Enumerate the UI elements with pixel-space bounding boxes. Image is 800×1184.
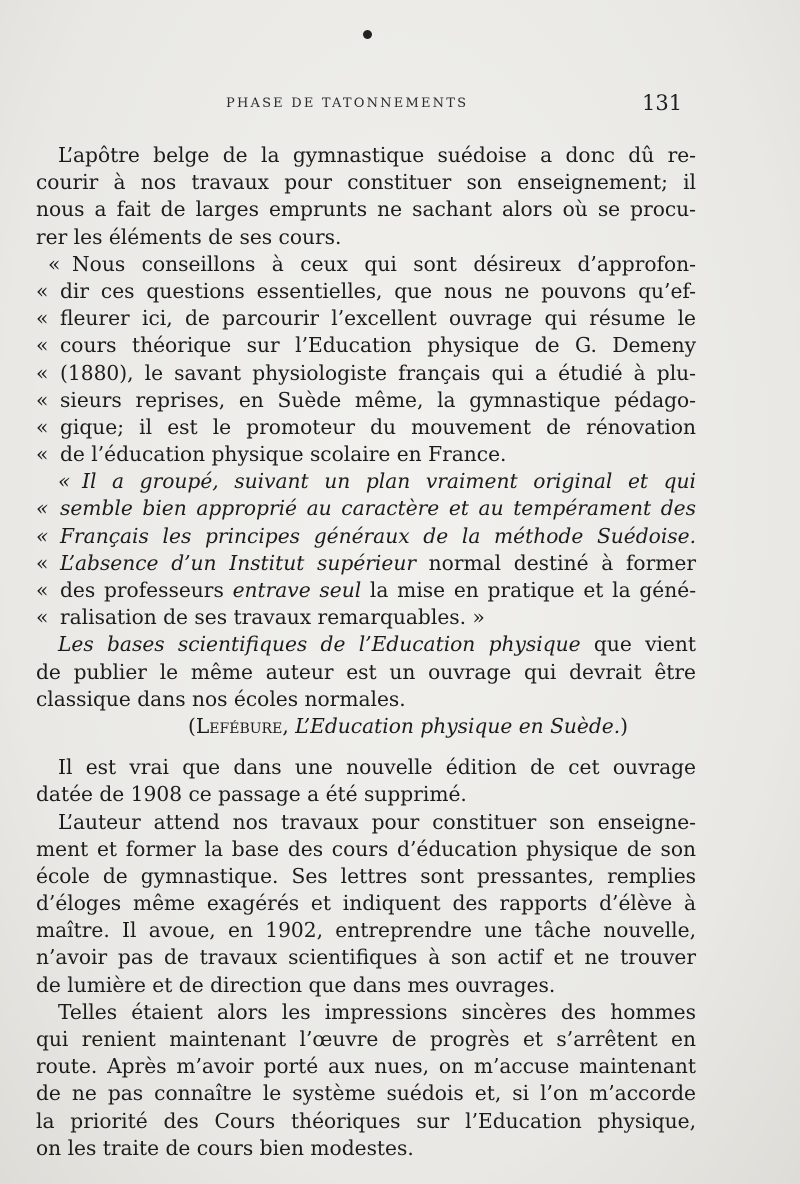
- quote-mark: «: [36, 278, 49, 303]
- quote-italic-text: L’absence d’un Institut supérieur: [60, 550, 416, 575]
- text-line: courir à nos travaux pour constituer son enseignement; il: [36, 170, 696, 195]
- quote-mark: «: [36, 360, 49, 385]
- text-line: ment et former la base des cours d’éducation physique de son: [36, 836, 696, 861]
- text-line: nous a fait de larges emprunts ne sachant alors où se procu-: [36, 197, 696, 222]
- text-line: L’auteur attend nos travaux pour constituer son enseigne-: [58, 809, 696, 834]
- quote-text: sieurs reprises, en Suède même, la gymnastique pédago-: [60, 387, 696, 412]
- body-text: [36, 142, 696, 1162]
- running-head: [0, 91, 800, 118]
- quote-italic-text: entrave seul: [232, 578, 362, 602]
- quote-line: [36, 305, 696, 332]
- quote-mark: «: [36, 605, 49, 630]
- quote-line: [36, 414, 696, 441]
- quote-line: [36, 495, 696, 522]
- text-line: d’éloges même exagérés et indiquent des rapports d’élève à: [36, 891, 696, 916]
- text-line: la priorité des Cours théoriques sur l’Education physique,: [36, 1108, 696, 1133]
- quote-text: (1880), le savant physiologiste français qui a étudié à plu-: [60, 360, 696, 385]
- text-line: Il est vrai que dans une nouvelle édition de cet ouvrage: [58, 755, 696, 780]
- source-citation: [36, 713, 696, 740]
- text-line: de lumière et de direction que dans mes ouvrages.: [36, 972, 556, 997]
- quote-line: [36, 251, 696, 278]
- text-line: Telles étaient alors les impressions sincères des hommes: [58, 999, 696, 1024]
- quote-line: [36, 523, 696, 550]
- quote-mark: «: [36, 333, 49, 358]
- text-line: on les traite de cours bien modestes.: [36, 1135, 414, 1160]
- quote-text: normal destiné à former: [415, 550, 696, 575]
- text-line: qui renient maintenant l’œuvre de progrès et s’arrêtent en: [36, 1027, 696, 1051]
- text-fragment: que vient: [580, 632, 696, 657]
- quote-mark: «: [36, 496, 49, 521]
- quote-line: [36, 360, 696, 387]
- text-line: rer les éléments de ses cours.: [36, 224, 342, 249]
- running-title: PHASE DE TATONNEMENTS: [226, 96, 469, 111]
- quote-text: gique; il est le promoteur du mouvement de rénovation: [60, 414, 696, 439]
- text-line: route. Après m’avoir porté aux nues, on m’accuse maintenant: [36, 1054, 696, 1079]
- quote-line: [36, 604, 696, 631]
- quote-text: semble bien approprié au caractère et au tempérament des: [60, 496, 696, 521]
- text-line: n’avoir pas de travaux scientifiques à son actif et ne trouver: [36, 945, 696, 970]
- text-line: classique dans nos écoles normales.: [36, 686, 406, 711]
- quote-line: [36, 278, 696, 305]
- quote-text: Français les principes généraux de la méthode Suédoise.: [60, 523, 696, 548]
- paren-close: ): [620, 713, 629, 738]
- text-line: maître. Il avoue, en 1902, entreprendre une tâche nouvelle,: [36, 918, 696, 943]
- text-line: de ne pas connaître le système suédois et, si l’on m’accorde: [36, 1081, 696, 1106]
- quote-mark: «: [36, 442, 49, 467]
- ink-dot: [363, 30, 372, 39]
- text-line: [36, 631, 696, 658]
- citation-title: L’Education physique en Suède.: [295, 713, 621, 738]
- quote-line: [36, 332, 696, 359]
- citation-author: Lefébure: [195, 713, 283, 738]
- quote-text: fleurer ici, de parcourir l’excellent ouvrage qui résume le: [60, 306, 696, 331]
- page-number: 131: [642, 91, 683, 115]
- quote-mark: «: [48, 251, 61, 276]
- quote-text: la mise en pratique et la géné-: [361, 578, 697, 602]
- quote-mark: «: [36, 306, 49, 331]
- paren-open: (: [188, 713, 196, 738]
- quote-mark: «: [36, 414, 49, 439]
- quote-line: [36, 468, 696, 495]
- quote-text: de l’éducation physique scolaire en France.: [60, 442, 507, 467]
- quote-mark: «: [36, 387, 49, 412]
- quote-text: Il a groupé, suivant un plan vraiment original et qui: [82, 469, 696, 494]
- quote-text: cours théorique sur l’Education physique de G. Demeny: [60, 333, 696, 358]
- quote-line: [36, 441, 696, 468]
- quote-line: [36, 550, 696, 577]
- text-line: de publier le même auteur est un ouvrage qui devrait être: [36, 659, 696, 684]
- text-line: L’apôtre belge de la gymnastique suédoise a donc dû re-: [58, 143, 696, 167]
- quote-mark: «: [58, 469, 71, 494]
- text-line: datée de 1908 ce passage a été supprimé.: [36, 782, 467, 807]
- quote-line: [36, 387, 696, 414]
- quote-mark: «: [36, 578, 49, 602]
- text-line: école de gymnastique. Ses lettres sont pressantes, remplies: [36, 863, 696, 888]
- paragraph-gap: [36, 740, 696, 754]
- quote-text: des professeurs: [60, 578, 233, 602]
- quote-text: dir ces questions essentielles, que nous ne pouvons qu’ef-: [60, 278, 696, 303]
- citation-separator: ,: [282, 713, 296, 738]
- book-title: Les bases scientifiques de l’Education physique: [58, 632, 581, 657]
- quote-text: Nous conseillons à ceux qui sont désireux d’approfon-: [72, 251, 696, 276]
- quote-line: [36, 577, 696, 604]
- quote-mark: «: [36, 523, 49, 548]
- quote-mark: «: [36, 550, 49, 575]
- quote-text: ralisation de ses travaux remarquables. »: [60, 605, 485, 630]
